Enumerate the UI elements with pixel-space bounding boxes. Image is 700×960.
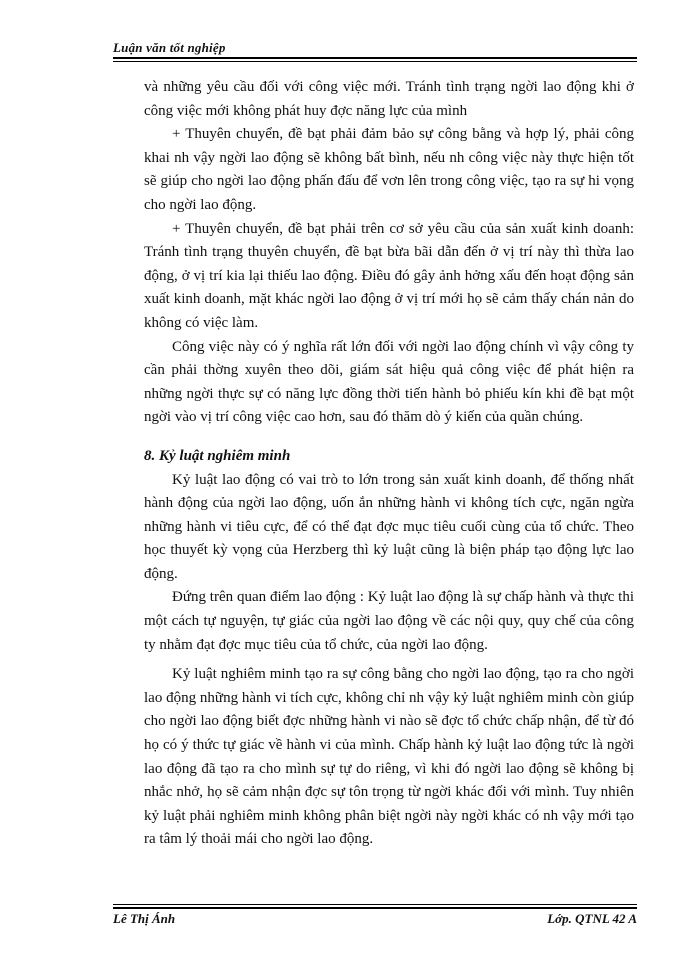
paragraph-discipline-viewpoint: Đứng trên quan điểm lao động : Kỷ luật lao động là sự chấp hành và thực thi một cách tự nguyện, tự giác của ngời lao động về các nội quy, quy chế của công ty nhằm đạt đợc mục tiêu của tổ chức, của ngời lao động. <box>144 589 634 653</box>
paragraph-work-significance: Công việc này có ý nghĩa rất lớn đối với ngời lao động chính vì vậy công ty cần phải thờng xuyên theo dõi, giám sát hiệu quả công việc để phát hiện ra những ngời thực sự có năng lực đồng thời tiến hành bỏ phiếu kín khi đề bạt một ngời vào vị trí công việc cao hơn, sau đó thăm dò ý kiến của quần chúng. <box>144 338 634 426</box>
paragraph-transfer-requirements: + Thuyên chuyển, đề bạt phải trên cơ sở yêu cầu của sản xuất kinh doanh: Tránh tình trạng thuyên chuyển, đề bạt bừa bãi dẫn đến ở vị trí này thì thừa lao động, ở vị trí kia lại thiếu lao động. Điều đó gây ảnh hởng xấu đến hoạt động sản xuất kinh doanh, mặt khác ngời lao động ở vị trí mới họ sẽ cảm thấy chán nản do không có việc làm. <box>144 220 634 331</box>
section-heading: 8. Kỷ luật nghiêm minh <box>144 447 291 464</box>
paragraph-discipline-role: Kỷ luật lao động có vai trò to lớn trong sản xuất kinh doanh, để thống nhất hành động của ngời lao động, uốn ắn những hành vi không tích cực, ngăn ngừa những hành vi tiêu cực, để có thể đạt đợc mục tiêu cuối cùng của tổ chức. Theo học thuyết kỳ vọng của Herzberg thì kỷ luật cũng là biện pháp tạo động lực lao động. <box>144 471 634 582</box>
footer-author: Lê Thị Ánh <box>113 911 176 926</box>
page-footer <box>113 904 637 927</box>
footer-row <box>113 911 637 927</box>
paragraph-discipline-fairness: Kỷ luật nghiêm minh tạo ra sự công bằng cho ngời lao động, tạo ra cho ngời lao động những hành vi tích cực, không chỉ nh vậy kỷ luật nghiêm minh còn giúp cho ngời lao động biết đợc những hành vi nào sẽ đợc tổ chức chấp nhận, để từ đó họ có ý thức tự giác về hành vi của mình. Chấp hành kỷ luật lao động tức là ngời lao động đã tạo ra cho mình sự tự do riêng, vì khi đó ngời lao động sẽ không bị nhắc nhở, họ sẽ cảm nhận đợc sự tôn trọng từ ngời khác đối với mình. Tuy nhiên kỷ luật phải nghiêm minh không phân biệt ngời này ngời khác có nh vậy mới tạo ra tâm lý thoải mái cho ngời lao động. <box>144 666 634 848</box>
page-header <box>113 40 637 62</box>
footer-rule-thin <box>113 904 637 905</box>
header-rule-thin <box>113 61 637 62</box>
header-title: Luận văn tốt nghiệp <box>113 40 226 55</box>
footer-rule-thick <box>113 907 637 909</box>
paragraph-transfer-fairness: + Thuyên chuyển, đề bạt phải đảm bảo sự công bằng và hợp lý, phải công khai nh vậy ngời lao động sẽ không bất bình, nếu nh công việc này thực hiện tốt sẽ giúp cho ngời lao động phấn đấu để vơn lên trong công việc, tạo ra sự hi vọng cho ngời lao động. <box>144 126 634 213</box>
paragraph-continuation: và những yêu cầu đối với công việc mới. Tránh tình trạng ngời lao động khi ở công việc mới không phát huy đợc năng lực của mình <box>144 79 634 119</box>
header-rule-thick <box>113 57 637 59</box>
document-body <box>144 76 634 852</box>
footer-class-label: Lớp. QTNL 42 A <box>547 911 637 926</box>
